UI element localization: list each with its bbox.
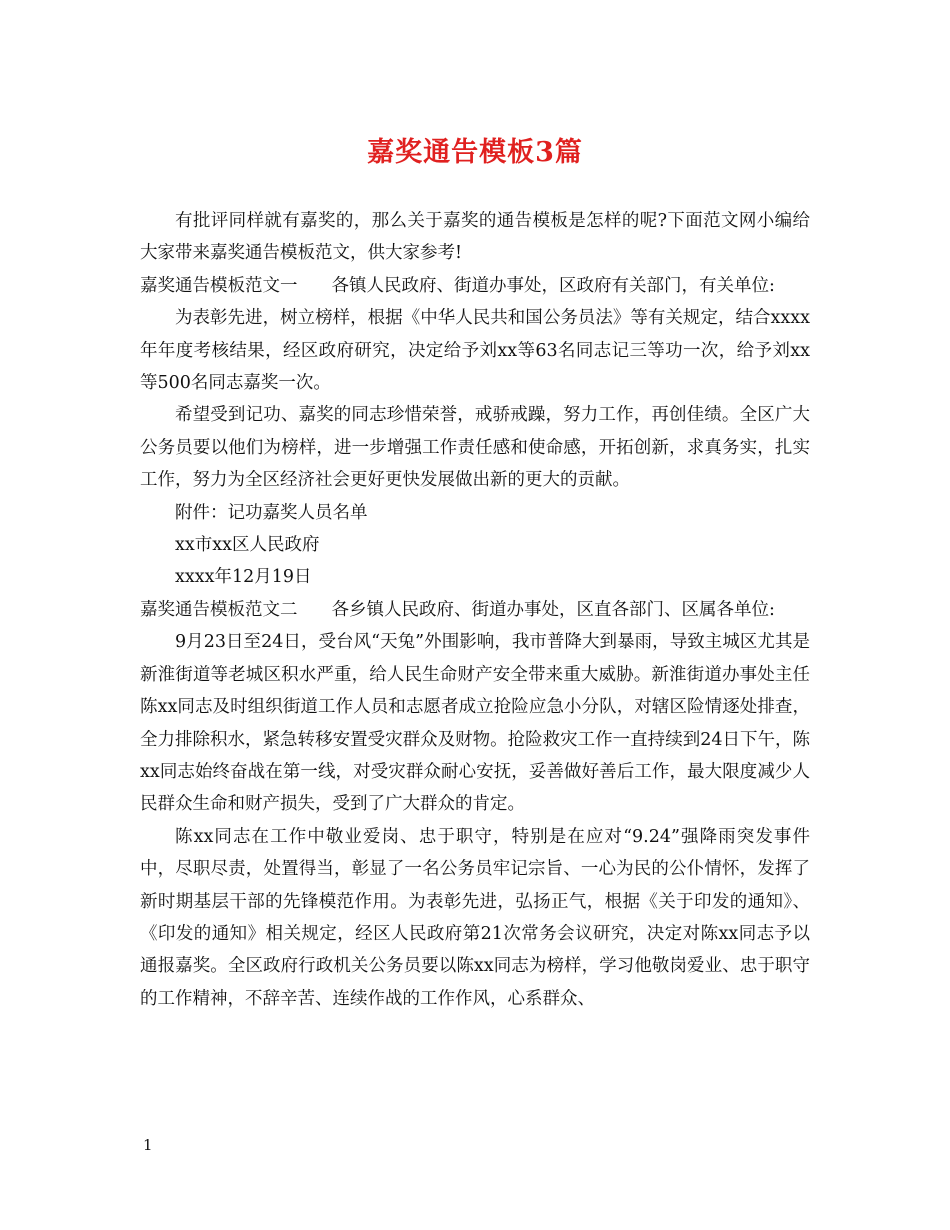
sample1-salutation: 各镇人民政府、街道办事处，区政府有关部门，有关单位: [331, 275, 775, 296]
document-title: 嘉奖通告模板3篇 [367, 137, 583, 168]
sample2-paragraph-1: 9月23日至24日，受台风“天兔”外围影响，我市普降大到暴雨，导致主城区尤其是新淮街道等老城区积水严重，给人民生命财产安全带来重大威胁。新淮街道办事处主任陈xx同志及时组织街道工作人员和志愿者成立抢险应急小分队，对辖区险情逐处排查，全力排除积水，紧急转移安置受灾群众及财物。抢险救灾工作一直持续到24日下午，陈xx同志始终奋战在第一线，对受灾群众耐心安抚，妥善做好善后工作，最大限度减少人民群众生命和财产损失，受到了广大群众的肯定。 [140, 632, 810, 815]
document-body [140, 205, 810, 1015]
sample1-paragraph-1: 为表彰先进，树立榜样，根据《中华人民共和国公务员法》等有关规定，结合xxxx年年度考核结果，经区政府研究，决定给予刘xx等63名同志记三等功一次，给予刘xx等500名同志嘉奖一次。 [140, 308, 810, 394]
sample1-date: xxxx年12月19日 [175, 567, 312, 588]
sample2-heading-row [140, 594, 810, 626]
sample1-heading-row [140, 270, 810, 302]
sample1-attachment: 附件：记功嘉奖人员名单 [175, 502, 368, 523]
page-number: 1 [143, 1136, 153, 1154]
sample2-paragraph-2: 陈xx同志在工作中敬业爱岗、忠于职守，特别是在应对“9.24”强降雨突发事件中，尽职尽责，处置得当，彰显了一名公务员牢记宗旨、一心为民的公仆情怀，发挥了新时期基层干部的先锋模范作用。为表彰先进，弘扬正气，根据《关于印发的通知》、《印发的通知》相关规定，经区人民政府第21次常务会议研究，决定对陈xx同志予以通报嘉奖。全区政府行政机关公务员要以陈xx同志为榜样，学习他敬岗爱业、忠于职守的工作精神，不辞辛苦、连续作战的工作作风，心系群众、 [140, 826, 810, 1009]
intro-paragraph: 有批评同样就有嘉奖的，那么关于嘉奖的通告模板是怎样的呢?下面范文网小编给大家带来嘉奖通告模板范文，供大家参考! [140, 211, 810, 264]
sample1-paragraph-2: 希望受到记功、嘉奖的同志珍惜荣誉，戒骄戒躁，努力工作，再创佳绩。全区广大公务员要以他们为榜样，进一步增强工作责任感和使命感，开拓创新，求真务实，扎实工作，努力为全区经济社会更好更快发展做出新的更大的贡献。 [140, 405, 810, 491]
sample2-salutation: 各乡镇人民政府、街道办事处，区直各部门、区属各单位: [331, 599, 775, 620]
sample1-heading: 嘉奖通告模板范文一 [140, 275, 298, 296]
sample2-heading: 嘉奖通告模板范文二 [140, 599, 298, 620]
sample1-issuer: xx市xx区人民政府 [175, 535, 320, 556]
